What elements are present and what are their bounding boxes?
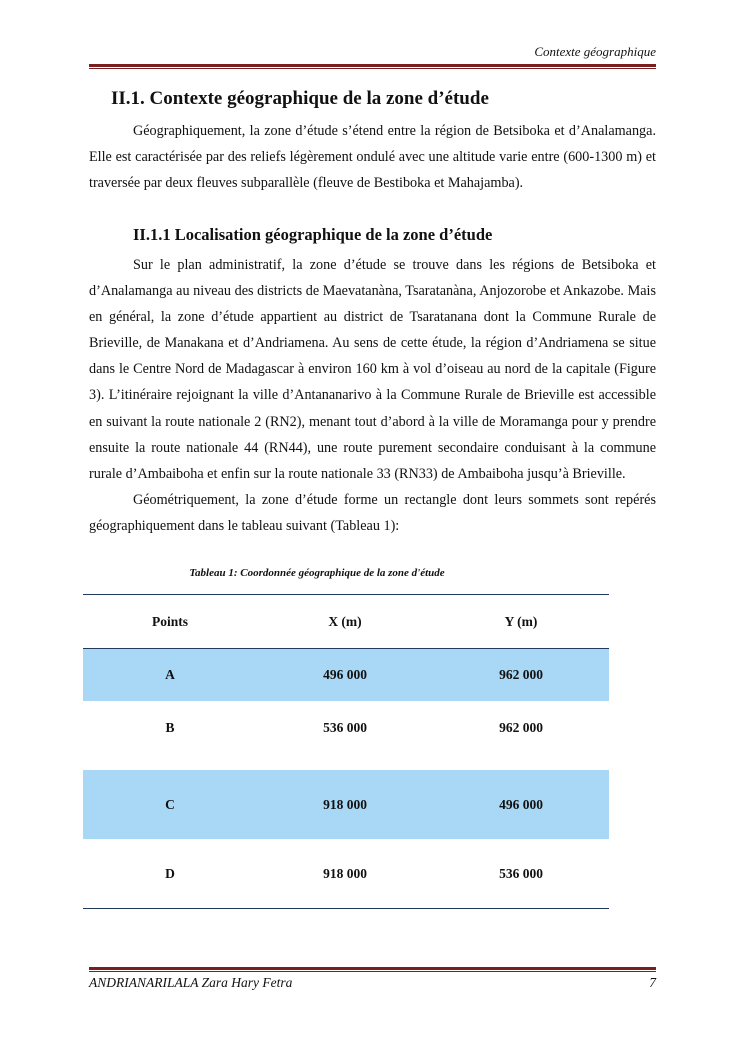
geometry-paragraph: Géométriquement, la zone d’étude forme un rectangle dont leurs sommets sont repérés géographiquement dans le tableau suivant (Tableau 1): (89, 491, 656, 534)
localisation-paragraph: Sur le plan administratif, la zone d’étude se trouve dans les régions de Betsiboka et d’Analamanga au niveau des districts de Maevatanàna, Tsaratanàna, Anjozorobe et Ankazobe. Mais en général, la zone d’étude appartient au district de Tsaratanana dont la Commune Rurale de Brieville, de Manakana et d’Andriamena. Au sens de cette étude, la région d’Andriamena se situe dans le Centre Nord de Madagascar à environ 160 km à vol d’oiseau au nord de la capitale (Figure 3). L’itinéraire rejoignant la ville d’Antananarivo à la Commune Rurale de Brieville est accessible en suivant la route nationale 2 (RN2), menant tout d’abord à la ville de Moramanga pour y prendre ensuite la route nationale 44 (RN44), une route purement secondaire conduisant à la commune rurale d’Ambaiboha et enfin sur la route nationale 33 (RN33) de Ambaiboha jusqu’à Brieville. (89, 257, 656, 482)
table-row (83, 701, 609, 770)
table-cell: 918 000 (323, 865, 367, 881)
coordinates-table (83, 594, 609, 909)
table-cell: B (165, 720, 175, 735)
header-points: Points (151, 613, 188, 629)
table-cell: 536 000 (499, 865, 543, 881)
table-cell: D (165, 865, 175, 881)
table-cell: C (165, 796, 175, 812)
localisation-text-block (89, 252, 656, 539)
table-cell: 496 000 (499, 796, 543, 812)
table-row (83, 839, 609, 908)
table-cell: 496 000 (323, 667, 367, 682)
running-header: Contexte géographique (534, 44, 656, 59)
table-cell: A (165, 667, 175, 682)
footer-author: ANDRIANARILALA Zara Hary Fetra (89, 975, 293, 990)
intro-paragraph: Géographiquement, la zone d’étude s’étend entre la région de Betsiboka et d’Analamanga. Elle est caractérisée par des reliefs légèrement ondulé avec une altitude varie entre (600-1300 m) et traversée par deux fleuves subparallèle (fleuve de Bestiboka et Mahajamba). (89, 123, 656, 192)
header-rule (89, 64, 656, 69)
header-x: X (m) (328, 613, 362, 629)
section-title: II.1. Contexte géographique de la zone d’étude (111, 88, 489, 109)
table-header-row (83, 595, 609, 649)
table-row (83, 770, 609, 839)
table-cell: 918 000 (323, 796, 367, 812)
page-footer (89, 975, 656, 991)
table-cell: 962 000 (499, 720, 543, 735)
table-caption: Tableau 1: Coordonnée géographique de la zone d'étude (189, 567, 445, 579)
page-number: 7 (649, 975, 656, 990)
subsection-title: II.1.1 Localisation géographique de la zone d’étude (133, 225, 493, 244)
header-y: Y (m) (504, 613, 538, 629)
intro-paragraph-block (89, 118, 656, 196)
table-cell: 962 000 (499, 667, 543, 682)
table-cell: 536 000 (323, 720, 367, 735)
table-row (83, 649, 609, 701)
footer-rule (89, 967, 656, 972)
